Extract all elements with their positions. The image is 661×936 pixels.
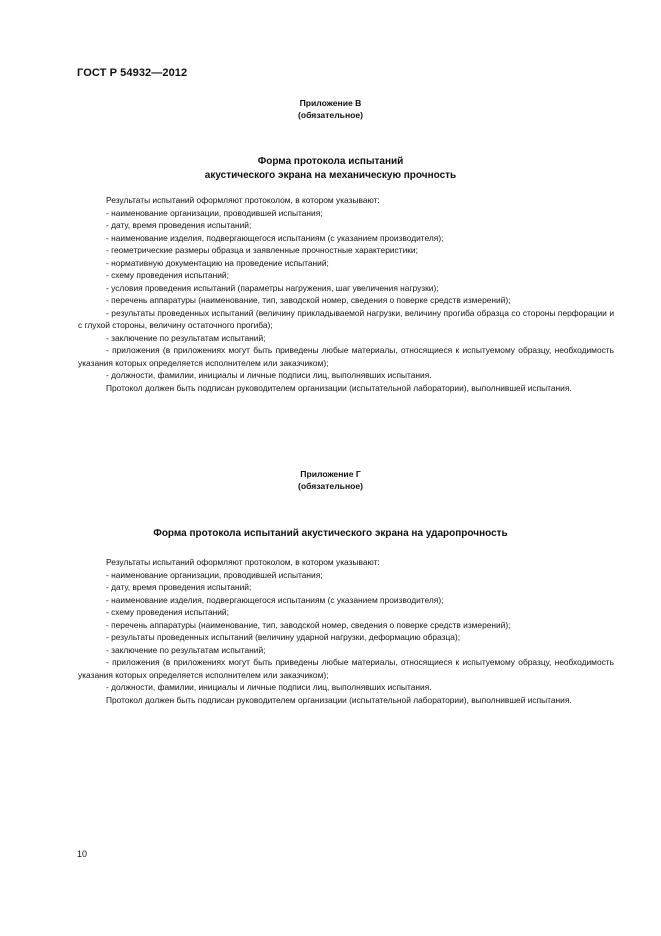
appendix-g-intro: Результаты испытаний оформляют протоколом, в котором указывают: [106,557,380,567]
appendix-g-status: (обязательное) [297,481,364,491]
list-item: - должности, фамилии, инициалы и личные подписи лиц, выполнявших испытания. [106,682,432,692]
list-item: - результаты проведенных испытаний (величину прикладываемой нагрузки, величину прогиба образца со стороны перфорации и с глухой стороны, величину остаточного прогиба); [78,307,614,330]
document-code-header: ГОСТ Р 54932—2012 [77,67,188,79]
list-item: - приложения (в приложениях могут быть приведены любые материалы, относящиеся к испытуемому образцу, необходимость указания которых определяется исполнителем или заказчиком); [78,657,614,680]
appendix-b-closing: Протокол должен быть подписан руководителем организации (испытательной лаборатории), выполнившей испытания. [106,382,572,393]
appendix-g-heading [0,468,661,492]
list-item: - дату, время проведения испытаний; [106,220,252,230]
appendix-b-body [78,194,614,394]
appendix-b-title [0,155,661,183]
list-item: - заключение по результатам испытаний; [106,332,266,343]
list-item: - приложения (в приложениях могут быть приведены любые материалы, относящиеся к испытуемому образцу, необходимость указания которых определяется исполнителем или заказчиком); [78,345,614,368]
appendix-b-status: (обязательное) [297,110,364,120]
appendix-b-heading [0,97,661,121]
list-item: - перечень аппаратуры (наименование, тип, заводской номер, сведения о поверке средств измерений); [106,295,511,305]
appendix-b-title-line1: Форма протокола испытаний [257,156,404,167]
appendix-g-label: Приложение Г [300,469,361,479]
appendix-g-body [78,556,614,706]
list-item: - должности, фамилии, инициалы и личные подписи лиц, выполнявших испытания. [106,370,432,380]
list-item: - наименование изделия, подвергающегося испытаниям (с указанием производителя); [106,594,444,605]
list-item: - наименование организации, проводившей испытания; [106,569,323,580]
page-number: 10 [77,849,88,859]
list-item: - дату, время проведения испытаний; [106,582,252,592]
appendix-b-intro: Результаты испытаний оформляют протоколом, в котором указывают: [106,195,380,205]
list-item: - условия проведения испытаний (параметры нагружения, шаг увеличения нагрузки); [106,282,439,293]
appendix-b-label: Приложение В [299,98,362,108]
appendix-b-title-line2: акустического экрана на механическую прочность [204,170,457,181]
list-item: - нормативную документацию на проведение испытаний; [106,257,329,268]
appendix-g-title: Форма протокола испытаний акустического экрана на ударопрочность [153,528,508,539]
list-item: - схему проведения испытаний; [106,270,229,280]
list-item: - результаты проведенных испытаний (величину ударной нагрузки, деформацию образца); [106,632,461,642]
list-item: - наименование изделия, подвергающегося испытаниям (с указанием производителя); [106,232,444,243]
list-item: - заключение по результатам испытаний; [106,644,266,655]
list-item: - наименование организации, проводившей испытания; [106,207,323,218]
list-item: - схему проведения испытаний; [106,607,229,617]
list-item: - геометрические размеры образца и заявленные прочностные характеристики; [106,245,418,255]
list-item: - перечень аппаратуры (наименование, тип, заводской номер, сведения о поверке средств измерений); [106,619,511,630]
appendix-g-closing: Протокол должен быть подписан руководителем организации (испытательной лаборатории), выполнившей испытания. [106,694,572,705]
